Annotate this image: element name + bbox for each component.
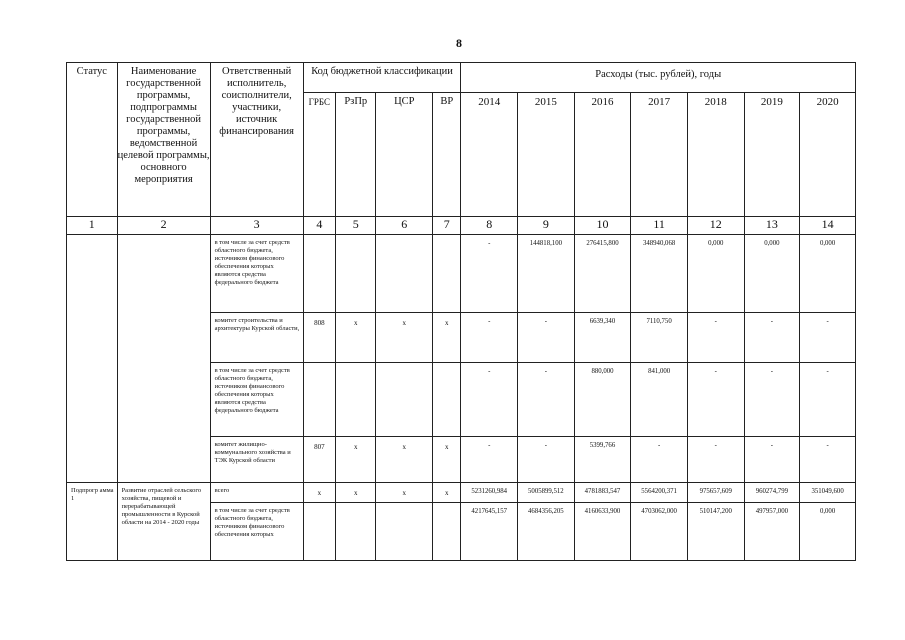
value-cell: 0,000 (744, 235, 800, 313)
value-cell: - (687, 363, 744, 437)
value-cell: 4217645,157 (461, 503, 518, 561)
code-cell (336, 363, 376, 437)
header-year: 2014 (461, 93, 518, 217)
code-cell: х (336, 313, 376, 363)
header-code-col: ГРБС (303, 93, 335, 217)
executor-cell: комитет жилищно-коммунального хозяйства и ТЭК Курской области (210, 437, 303, 483)
header-year: 2018 (687, 93, 744, 217)
code-cell (303, 235, 335, 313)
value-cell: - (461, 363, 518, 437)
column-number: 12 (687, 217, 744, 235)
table-row (67, 235, 856, 313)
header-budget-code: Код бюджетной классификации (303, 63, 461, 93)
value-cell: 960274,799 (744, 483, 800, 503)
name-cell: Развитие отраслей сельского хозяйства, пищевой и перерабатывающей промышленности в Курской области на 2014 - 2020 годы (117, 483, 210, 561)
code-cell: х (376, 313, 433, 363)
code-cell (303, 363, 335, 437)
value-cell: 348940,068 (631, 235, 688, 313)
code-cell: х (376, 483, 433, 503)
value-cell: 144818,100 (518, 235, 575, 313)
value-cell: 5005899,512 (518, 483, 575, 503)
value-cell: - (518, 313, 575, 363)
executor-cell: в том числе за счет средств областного бюджета, источником финансового обеспечения которых являются средства федерального бюджета (210, 235, 303, 313)
column-number: 8 (461, 217, 518, 235)
value-cell: - (461, 437, 518, 483)
column-number: 3 (210, 217, 303, 235)
header-year: 2016 (574, 93, 631, 217)
code-cell: х (433, 483, 461, 503)
table-row (67, 483, 856, 503)
value-cell: 0,000 (687, 235, 744, 313)
column-number: 9 (518, 217, 575, 235)
column-number: 4 (303, 217, 335, 235)
value-cell: - (687, 313, 744, 363)
status-cell (67, 235, 118, 483)
code-cell: х (376, 437, 433, 483)
column-number: 2 (117, 217, 210, 235)
header-executor: Ответственный исполнитель, соисполнители, участники, источник финансирования (210, 63, 303, 217)
value-cell: - (800, 363, 856, 437)
header-expenses: Расходы (тыс. рублей), годы (461, 63, 856, 93)
header-year: 2019 (744, 93, 800, 217)
value-cell: - (461, 235, 518, 313)
value-cell: 6639,340 (574, 313, 631, 363)
code-cell (336, 235, 376, 313)
code-cell (433, 503, 461, 561)
column-number: 5 (336, 217, 376, 235)
page-number: 8 (456, 36, 462, 50)
header-code-col: РзПр (336, 93, 376, 217)
header-name: Наименование государственной программы, подпрограммы государственной программы, ведомственной целевой программы, основного мероприятия (117, 63, 210, 217)
value-cell: - (461, 313, 518, 363)
code-cell: х (433, 313, 461, 363)
code-cell: х (303, 483, 335, 503)
header-year: 2020 (800, 93, 856, 217)
value-cell: 0,000 (800, 503, 856, 561)
value-cell: 4703062,000 (631, 503, 688, 561)
column-number: 10 (574, 217, 631, 235)
executor-cell: всего (210, 483, 303, 503)
header-code-col: ЦСР (376, 93, 433, 217)
value-cell: - (800, 437, 856, 483)
code-cell: х (433, 437, 461, 483)
value-cell: - (518, 437, 575, 483)
value-cell: 975657,609 (687, 483, 744, 503)
header-status: Статус (67, 63, 118, 217)
executor-cell: комитет строительства и архитектуры Курской области, (210, 313, 303, 363)
header-year: 2015 (518, 93, 575, 217)
value-cell: 5564200,371 (631, 483, 688, 503)
code-cell: 808 (303, 313, 335, 363)
value-cell: 7110,750 (631, 313, 688, 363)
value-cell: - (744, 313, 800, 363)
code-cell (433, 363, 461, 437)
code-cell (376, 235, 433, 313)
executor-cell: в том числе за счет средств областного бюджета, источником финансового обеспечения которых являются средства федерального бюджета (210, 363, 303, 437)
value-cell: 841,000 (631, 363, 688, 437)
code-cell: 807 (303, 437, 335, 483)
column-number: 6 (376, 217, 433, 235)
value-cell: - (518, 363, 575, 437)
name-cell (117, 235, 210, 483)
column-number: 1 (67, 217, 118, 235)
value-cell: 4684356,205 (518, 503, 575, 561)
value-cell: 351049,600 (800, 483, 856, 503)
column-number: 13 (744, 217, 800, 235)
status-cell: Подпрогр амма 1 (67, 483, 118, 561)
header-code-col: ВР (433, 93, 461, 217)
code-cell: х (336, 483, 376, 503)
column-number: 11 (631, 217, 688, 235)
executor-cell: в том числе за счет средств областного бюджета, источником финансового обеспечения которых (210, 503, 303, 561)
value-cell: 510147,200 (687, 503, 744, 561)
value-cell: - (687, 437, 744, 483)
code-cell (336, 503, 376, 561)
column-number: 14 (800, 217, 856, 235)
value-cell: 4160633,900 (574, 503, 631, 561)
value-cell: - (800, 313, 856, 363)
value-cell: 880,000 (574, 363, 631, 437)
value-cell: 497957,000 (744, 503, 800, 561)
budget-table (66, 62, 856, 561)
value-cell: 276415,800 (574, 235, 631, 313)
value-cell: 5231260,984 (461, 483, 518, 503)
code-cell: х (336, 437, 376, 483)
value-cell: - (631, 437, 688, 483)
column-number: 7 (433, 217, 461, 235)
value-cell: 0,000 (800, 235, 856, 313)
code-cell (376, 363, 433, 437)
value-cell: 4781883,547 (574, 483, 631, 503)
code-cell (376, 503, 433, 561)
value-cell: - (744, 363, 800, 437)
code-cell (303, 503, 335, 561)
value-cell: 5399,766 (574, 437, 631, 483)
header-year: 2017 (631, 93, 688, 217)
code-cell (433, 235, 461, 313)
value-cell: - (744, 437, 800, 483)
